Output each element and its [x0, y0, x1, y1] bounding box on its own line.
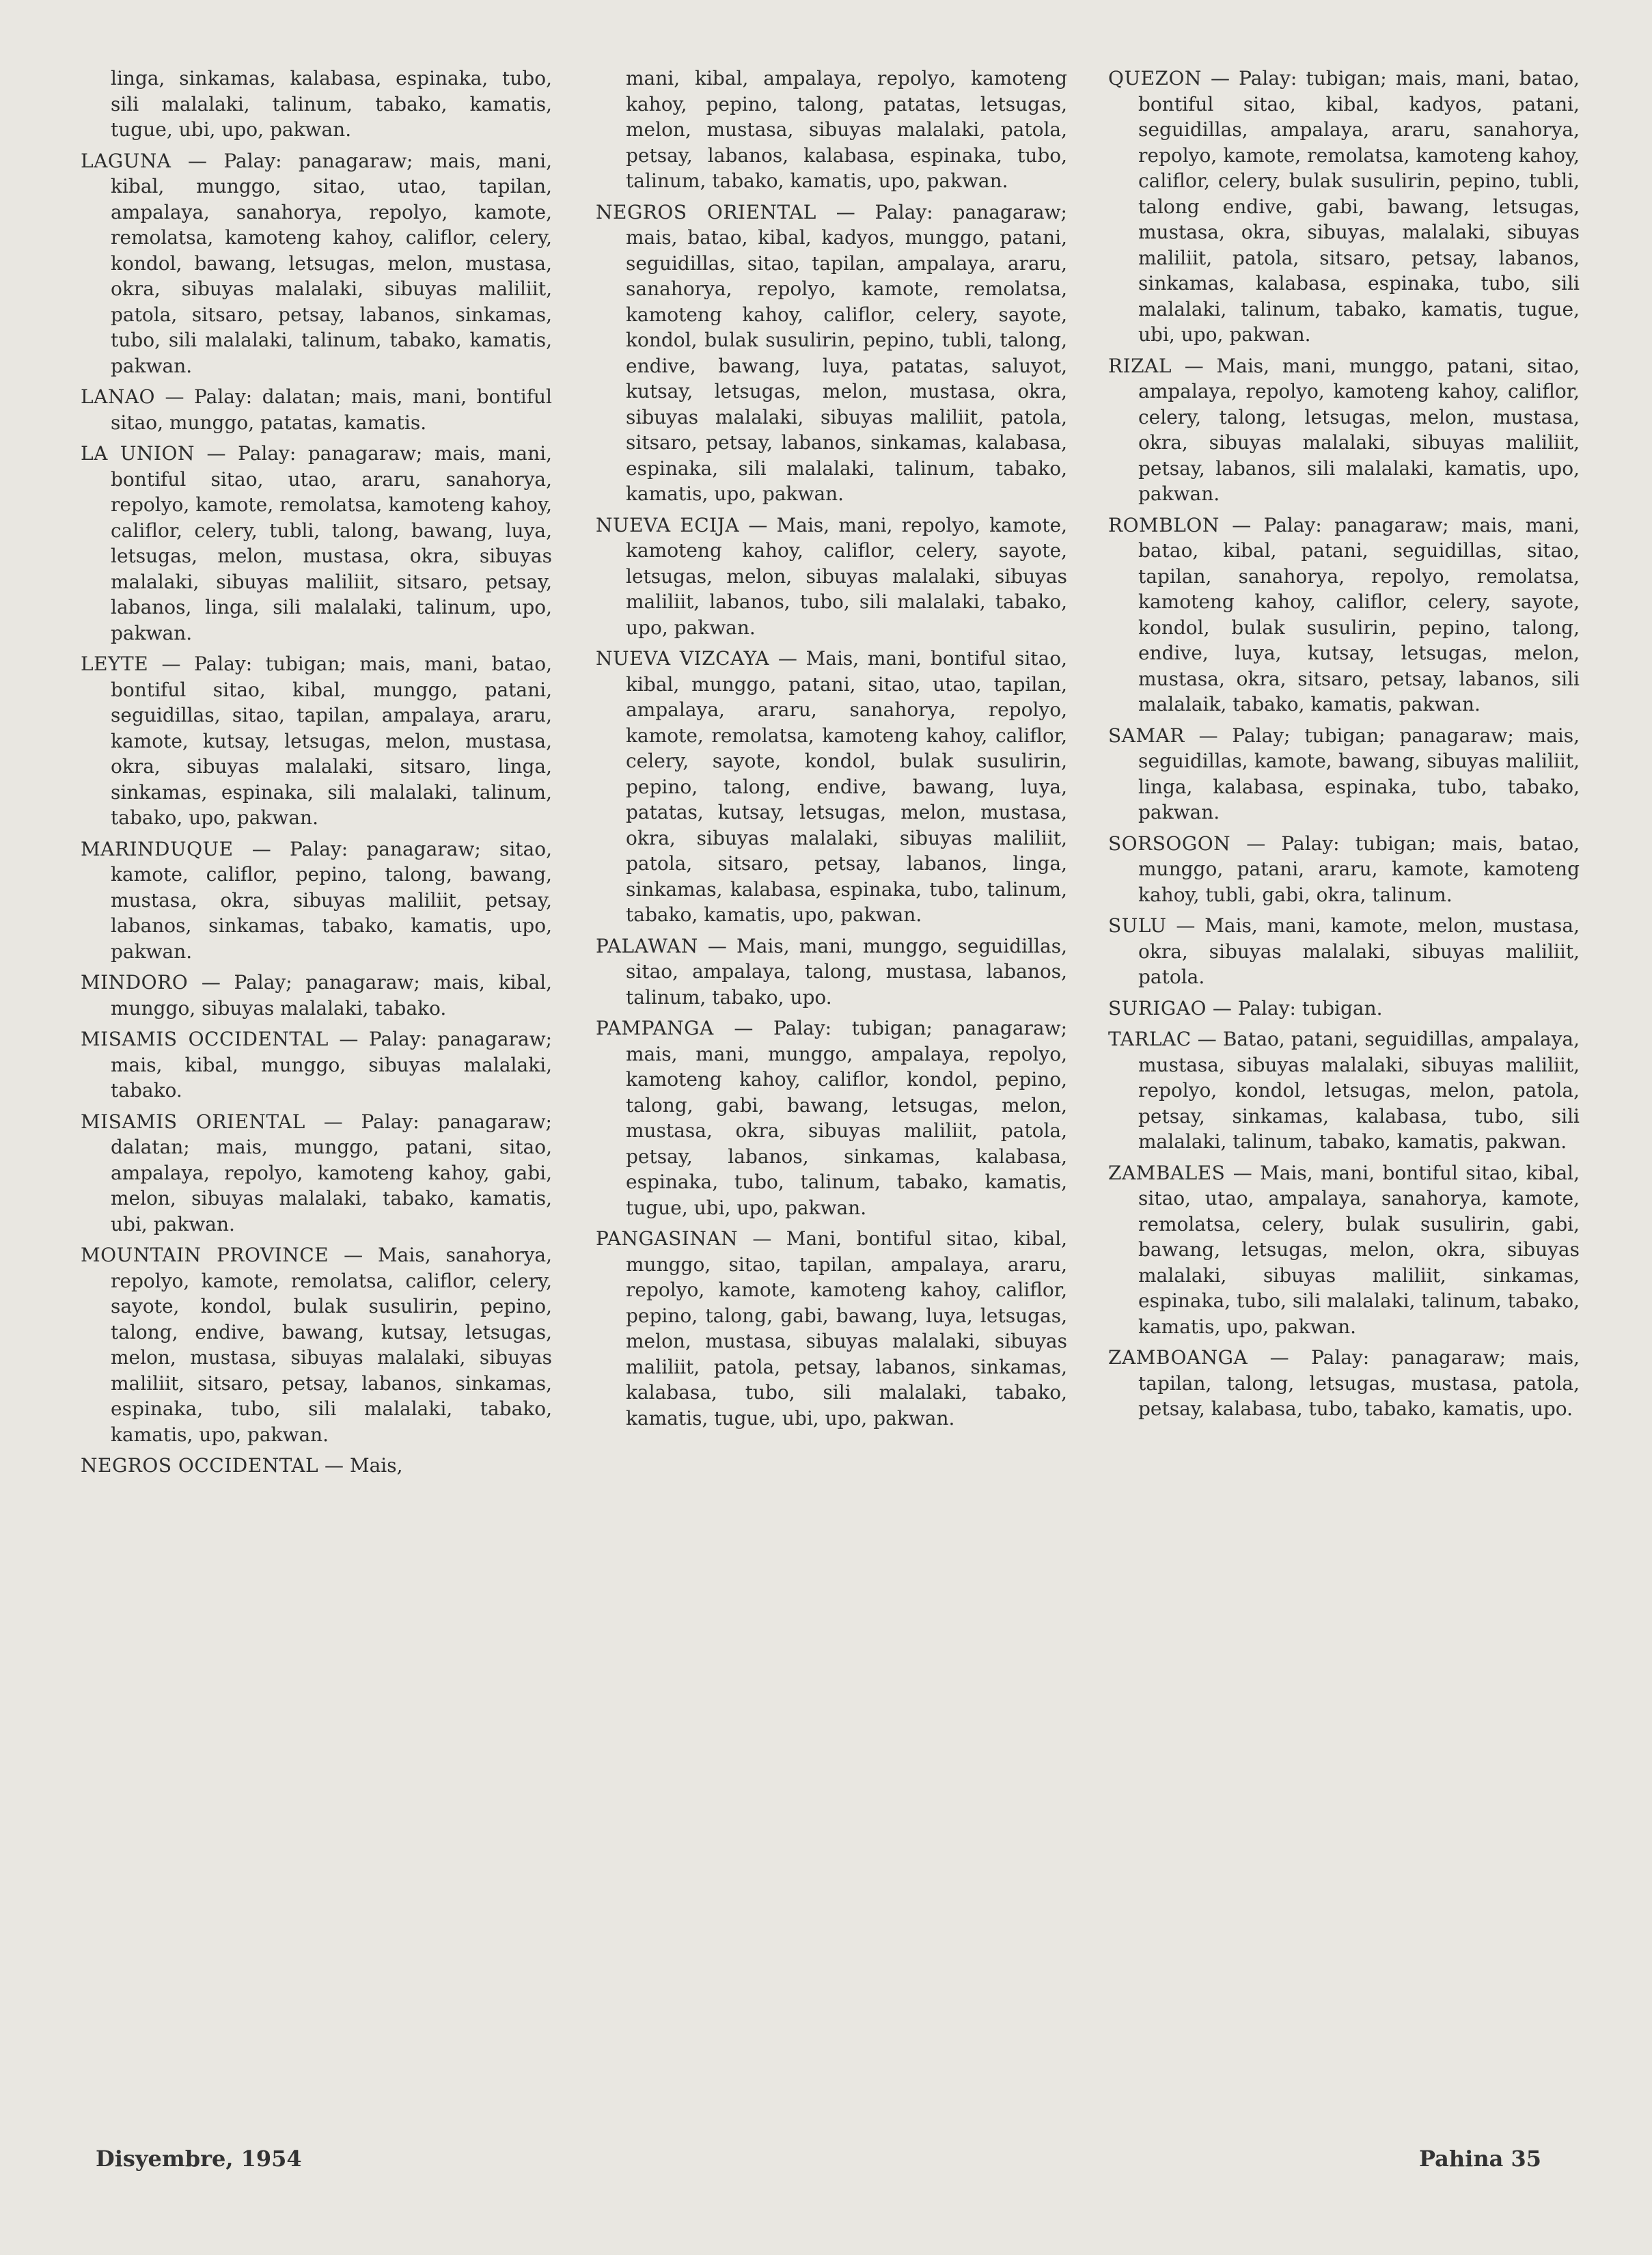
province-entry	[1108, 512, 1580, 718]
province-name: SURIGAO	[1108, 996, 1207, 1020]
province-name: NUEVA VIZCAYA	[596, 647, 770, 670]
entry-text: — Mais, mani, bontiful sitao, kibal, sitao, utao, ampalaya, sanahorya, kamote, remolatsa, celery, bulak susulirin, gabi, bawang, letsugas, melon, okra, sibuyas malalaki, sibuyas maliliit, sinkamas, espinaka, tubo, sili malalaki, talinum, tabako, kamatis, upo, pakwan.	[1138, 1161, 1580, 1338]
entry-text: — Mani, bontiful sitao, kibal, munggo, sitao, tapilan, ampalaya, araru, repolyo, kamote, kamoteng kahoy, califlor, pepino, talong, gabi, bawang, luya, letsugas, melon, mustasa, sibuyas malalaki, sibuyas maliliit, patola, petsay, labanos, sinkamas, kalabasa, tubo, sili malalaki, tabako, kamatis, tugue, ubi, upo, pakwan.	[626, 1227, 1067, 1430]
province-entry	[1108, 353, 1580, 507]
province-entry	[1108, 66, 1580, 348]
entry-text: — Palay: dalatan; mais, mani, bontiful sitao, munggo, patatas, kamatis.	[111, 385, 552, 434]
entry-text: — Palay: panagaraw; mais, batao, kibal, kadyos, munggo, patani, seguidillas, sitao, tapilan, ampalaya, araru, sanahorya, repolyo, kamote, remolatsa, kamoteng kahoy, califlor, celery, sayote, kondol, bulak susulirin, pepino, tubli, talong, endive, bawang, luya, patatas, saluyot, kutsay, letsugas, melon, mustasa, okra, sibuyas malalaki, sibuyas maliliit, patola, sitsaro, petsay, labanos, sinkamas, kalabasa, espinaka, sili malalaki, talinum, tabako, kamatis, upo, pakwan.	[626, 200, 1067, 505]
entry-text: — Batao, patani, seguidillas, ampalaya, mustasa, sibuyas malalaki, sibuyas maliliit, repolyo, kondol, letsugas, melon, patola, petsay, sinkamas, kalabasa, tubo, sili malalaki, talinum, tabako, kamatis, pakwan.	[1138, 1028, 1580, 1153]
entry-text: — Palay: panagaraw; mais, mani, batao, kibal, patani, seguidillas, sitao, tapilan, sanahorya, repolyo, remolatsa, kamoteng kahoy, califlor, celery, sayote, kondol, bulak susulirin, pepino, talong, endive, luya, kutsay, letsugas, melon, mustasa, okra, sitsaro, petsay, labanos, sili malalaik, tabako, kamatis, pakwan.	[1138, 513, 1580, 715]
province-name: NUEVA ECIJA	[596, 513, 740, 536]
entry-text: — Palay: tubigan; panagaraw; mais, mani, munggo, ampalaya, repolyo, kamoteng kahoy, califlor, kondol, pepino, talong, gabi, bawang, letsugas, melon, mustasa, okra, sibuyas maliliit, patola, petsay, labanos, sinkamas, kalabasa, espinaka, tubo, talinum, tabako, kamatis, tugue, ubi, upo, pakwan.	[626, 1017, 1067, 1219]
province-name: SULU	[1108, 914, 1167, 937]
text-column-2	[596, 66, 1067, 1436]
footer-date: Disyembre, 1954	[96, 2146, 302, 2172]
province-name: MISAMIS OCCIDENTAL	[81, 1028, 329, 1050]
province-name: MISAMIS ORIENTAL	[81, 1110, 305, 1133]
province-entry	[1108, 723, 1580, 825]
province-entry	[81, 1242, 552, 1447]
province-entry	[596, 1015, 1067, 1220]
province-name: TARLAC	[1108, 1028, 1192, 1050]
province-name: ZAMBALES	[1108, 1161, 1226, 1184]
entry-text: — Mais, mani, kamote, melon, mustasa, okra, sibuyas malalaki, sibuyas maliliit, patola.	[1138, 914, 1580, 988]
text-column-1	[81, 66, 552, 1484]
entry-text: — Palay: tubigan.	[1206, 996, 1383, 1020]
entry-text: — Palay: panagaraw; mais, kibal, munggo, sibuyas malalaki, tabako.	[111, 1028, 552, 1102]
province-name: ROMBLON	[1108, 513, 1220, 536]
province-name: MINDORO	[81, 971, 189, 994]
province-entry	[1108, 913, 1580, 990]
entry-text: — Mais, mani, munggo, patani, sitao, ampalaya, repolyo, kamoteng kahoy, califlor, celery, talong, letsugas, melon, mustasa, okra, sibuyas malalaki, sibuyas maliliit, petsay, labanos, sili malalaki, kamatis, upo, pakwan.	[1138, 354, 1580, 505]
province-entry	[596, 66, 1067, 194]
entry-text: — Palay: tubigan; mais, mani, batao, bontiful sitao, kibal, munggo, patani, seguidillas, sitao, tapilan, ampalaya, araru, kamote, kutsay, letsugas, melon, mustasa, okra, sibuyas malalaki, sitsaro, linga, sinkamas, espinaka, sili malalaki, talinum, tabako, upo, pakwan.	[111, 653, 552, 829]
province-entry	[81, 836, 552, 965]
province-entry	[81, 1453, 552, 1479]
province-name: SORSOGON	[1108, 832, 1231, 855]
province-entry	[596, 1226, 1067, 1431]
entry-text: — Palay: panagaraw; mais, mani, bontiful sitao, utao, araru, sanahorya, repolyo, kamote, remolatsa, kamoteng kahoy, califlor, celery, tubli, talong, bawang, luya, letsugas, melon, mustasa, okra, sibuyas malalaki, sibuyas maliliit, sitsaro, petsay, labanos, linga, sili malalaki, talinum, upo, pakwan.	[111, 442, 553, 644]
province-entry	[81, 384, 552, 435]
province-name: NEGROS OCCIDENTAL	[81, 1454, 319, 1477]
entry-text: — Palay: tubigan; mais, mani, batao, bontiful sitao, kibal, kadyos, patani, seguidillas, ampalaya, araru, sanahorya, repolyo, kamote, remolatsa, kamoteng kahoy, califlor, celery, bulak susulirin, pepino, tubli, talong endive, gabi, bawang, letsugas, mustasa, okra, sibuyas, malalaki, sibuyas maliliit, patola, sitsaro, petsay, labanos, sinkamas, kalabasa, espinaka, tubo, sili malalaki, talinum, tabako, kamatis, tugue, ubi, upo, pakwan.	[1138, 67, 1580, 346]
entry-text: mani, kibal, ampalaya, repolyo, kamoteng kahoy, pepino, talong, patatas, letsugas, melon, mustasa, sibuyas malalaki, patola, petsay, labanos, kalabasa, espinaka, tubo, talinum, tabako, kamatis, upo, pakwan.	[626, 67, 1067, 192]
province-entry	[596, 200, 1067, 507]
province-entry	[596, 933, 1067, 1011]
province-name: ZAMBOANGA	[1108, 1346, 1248, 1369]
entry-text: — Mais,	[318, 1454, 403, 1477]
province-entry	[1108, 1026, 1580, 1155]
entry-text: — Palay: panagaraw; dalatan; mais, munggo, patani, sitao, ampalaya, repolyo, kamoteng kahoy, gabi, melon, sibuyas malalaki, tabako, kamatis, ubi, pakwan.	[111, 1110, 552, 1235]
province-entry	[81, 66, 552, 143]
entry-text: — Mais, mani, munggo, seguidillas, sitao, ampalaya, talong, mustasa, labanos, talinum, tabako, upo.	[626, 934, 1067, 1009]
province-name: PALAWAN	[596, 934, 698, 957]
entry-text: — Palay: tubigan; mais, batao, munggo, patani, araru, kamote, kamoteng kahoy, tubli, gabi, okra, talinum.	[1138, 832, 1580, 906]
province-entry	[1108, 996, 1580, 1022]
province-name: LEYTE	[81, 653, 149, 675]
province-entry	[81, 441, 552, 646]
footer-page-number: Pahina 35	[1418, 2146, 1541, 2172]
province-entry	[81, 1026, 552, 1104]
province-entry	[596, 512, 1067, 641]
province-name: RIZAL	[1108, 354, 1172, 377]
entry-text: — Mais, mani, bontiful sitao, kibal, munggo, patani, sitao, utao, tapilan, ampalaya, araru, sanahorya, repolyo, kamote, remolatsa, kamoteng kahoy, califlor, celery, sayote, kondol, bulak susulirin, pepino, talong, endive, bawang, luya, patatas, kutsay, letsugas, melon, mustasa, okra, sibuyas malalaki, sibuyas maliliit, patola, sitsaro, petsay, labanos, linga, sinkamas, kalabasa, espinaka, tubo, talinum, tabako, kamatis, upo, pakwan.	[626, 647, 1067, 926]
province-name: NEGROS ORIENTAL	[596, 200, 816, 223]
text-column-3	[1108, 66, 1580, 1427]
province-name: MARINDUQUE	[81, 837, 234, 860]
province-name: LANAO	[81, 385, 155, 408]
province-entry	[1108, 1160, 1580, 1340]
entry-text: — Palay; panagaraw; mais, kibal, munggo, sibuyas malalaki, tabako.	[111, 971, 552, 1020]
province-entry	[81, 970, 552, 1021]
entry-text: — Palay: panagaraw; mais, tapilan, talong, letsugas, mustasa, patola, petsay, kalabasa, tubo, tabako, kamatis, upo.	[1138, 1346, 1580, 1420]
province-name: MOUNTAIN PROVINCE	[81, 1244, 329, 1266]
entry-text: — Mais, mani, repolyo, kamote, kamoteng kahoy, califlor, celery, sayote, letsugas, melon, sibuyas malalaki, sibuyas maliliit, labanos, tubo, sili malalaki, tabako, upo, pakwan.	[626, 513, 1068, 639]
entry-text: — Palay; tubigan; panagaraw; mais, seguidillas, kamote, bawang, sibuyas maliliit, linga, kalabasa, espinaka, tubo, tabako, pakwan.	[1138, 724, 1580, 823]
province-name: PAMPANGA	[596, 1017, 714, 1039]
province-entry	[1108, 1345, 1580, 1422]
province-name: SAMAR	[1108, 724, 1185, 747]
province-entry	[81, 651, 552, 831]
province-name: PANGASINAN	[596, 1227, 739, 1250]
province-name: QUEZON	[1108, 67, 1202, 90]
province-entry	[1108, 831, 1580, 908]
province-entry	[596, 646, 1067, 928]
province-name: LA UNION	[81, 442, 195, 465]
entry-text: — Palay: panagaraw; sitao, kamote, califlor, pepino, talong, bawang, mustasa, okra, sibuyas maliliit, petsay, labanos, sinkamas, tabako, kamatis, upo, pakwan.	[111, 837, 552, 963]
entry-text: linga, sinkamas, kalabasa, espinaka, tubo, sili malalaki, talinum, tabako, kamatis, tugue, ubi, upo, pakwan.	[111, 67, 552, 141]
province-entry	[81, 1109, 552, 1238]
province-entry	[81, 148, 552, 379]
province-name: LAGUNA	[81, 149, 171, 172]
entry-text: — Mais, sanahorya, repolyo, kamote, remolatsa, califlor, celery, sayote, kondol, bulak susulirin, pepino, talong, endive, bawang, kutsay, letsugas, melon, mustasa, sibuyas malalaki, sibuyas maliliit, sitsaro, petsay, labanos, sinkamas, espinaka, tubo, sili malalaki, tabako, kamatis, upo, pakwan.	[111, 1244, 553, 1446]
entry-text: — Palay: panagaraw; mais, mani, kibal, munggo, sitao, utao, tapilan, ampalaya, sanahorya, repolyo, kamote, remolatsa, kamoteng kahoy, califlor, celery, kondol, bawang, letsugas, melon, mustasa, okra, sibuyas malalaki, sibuyas maliliit, patola, sitsaro, petsay, labanos, sinkamas, tubo, sili malalaki, talinum, tabako, kamatis, pakwan.	[111, 149, 552, 377]
